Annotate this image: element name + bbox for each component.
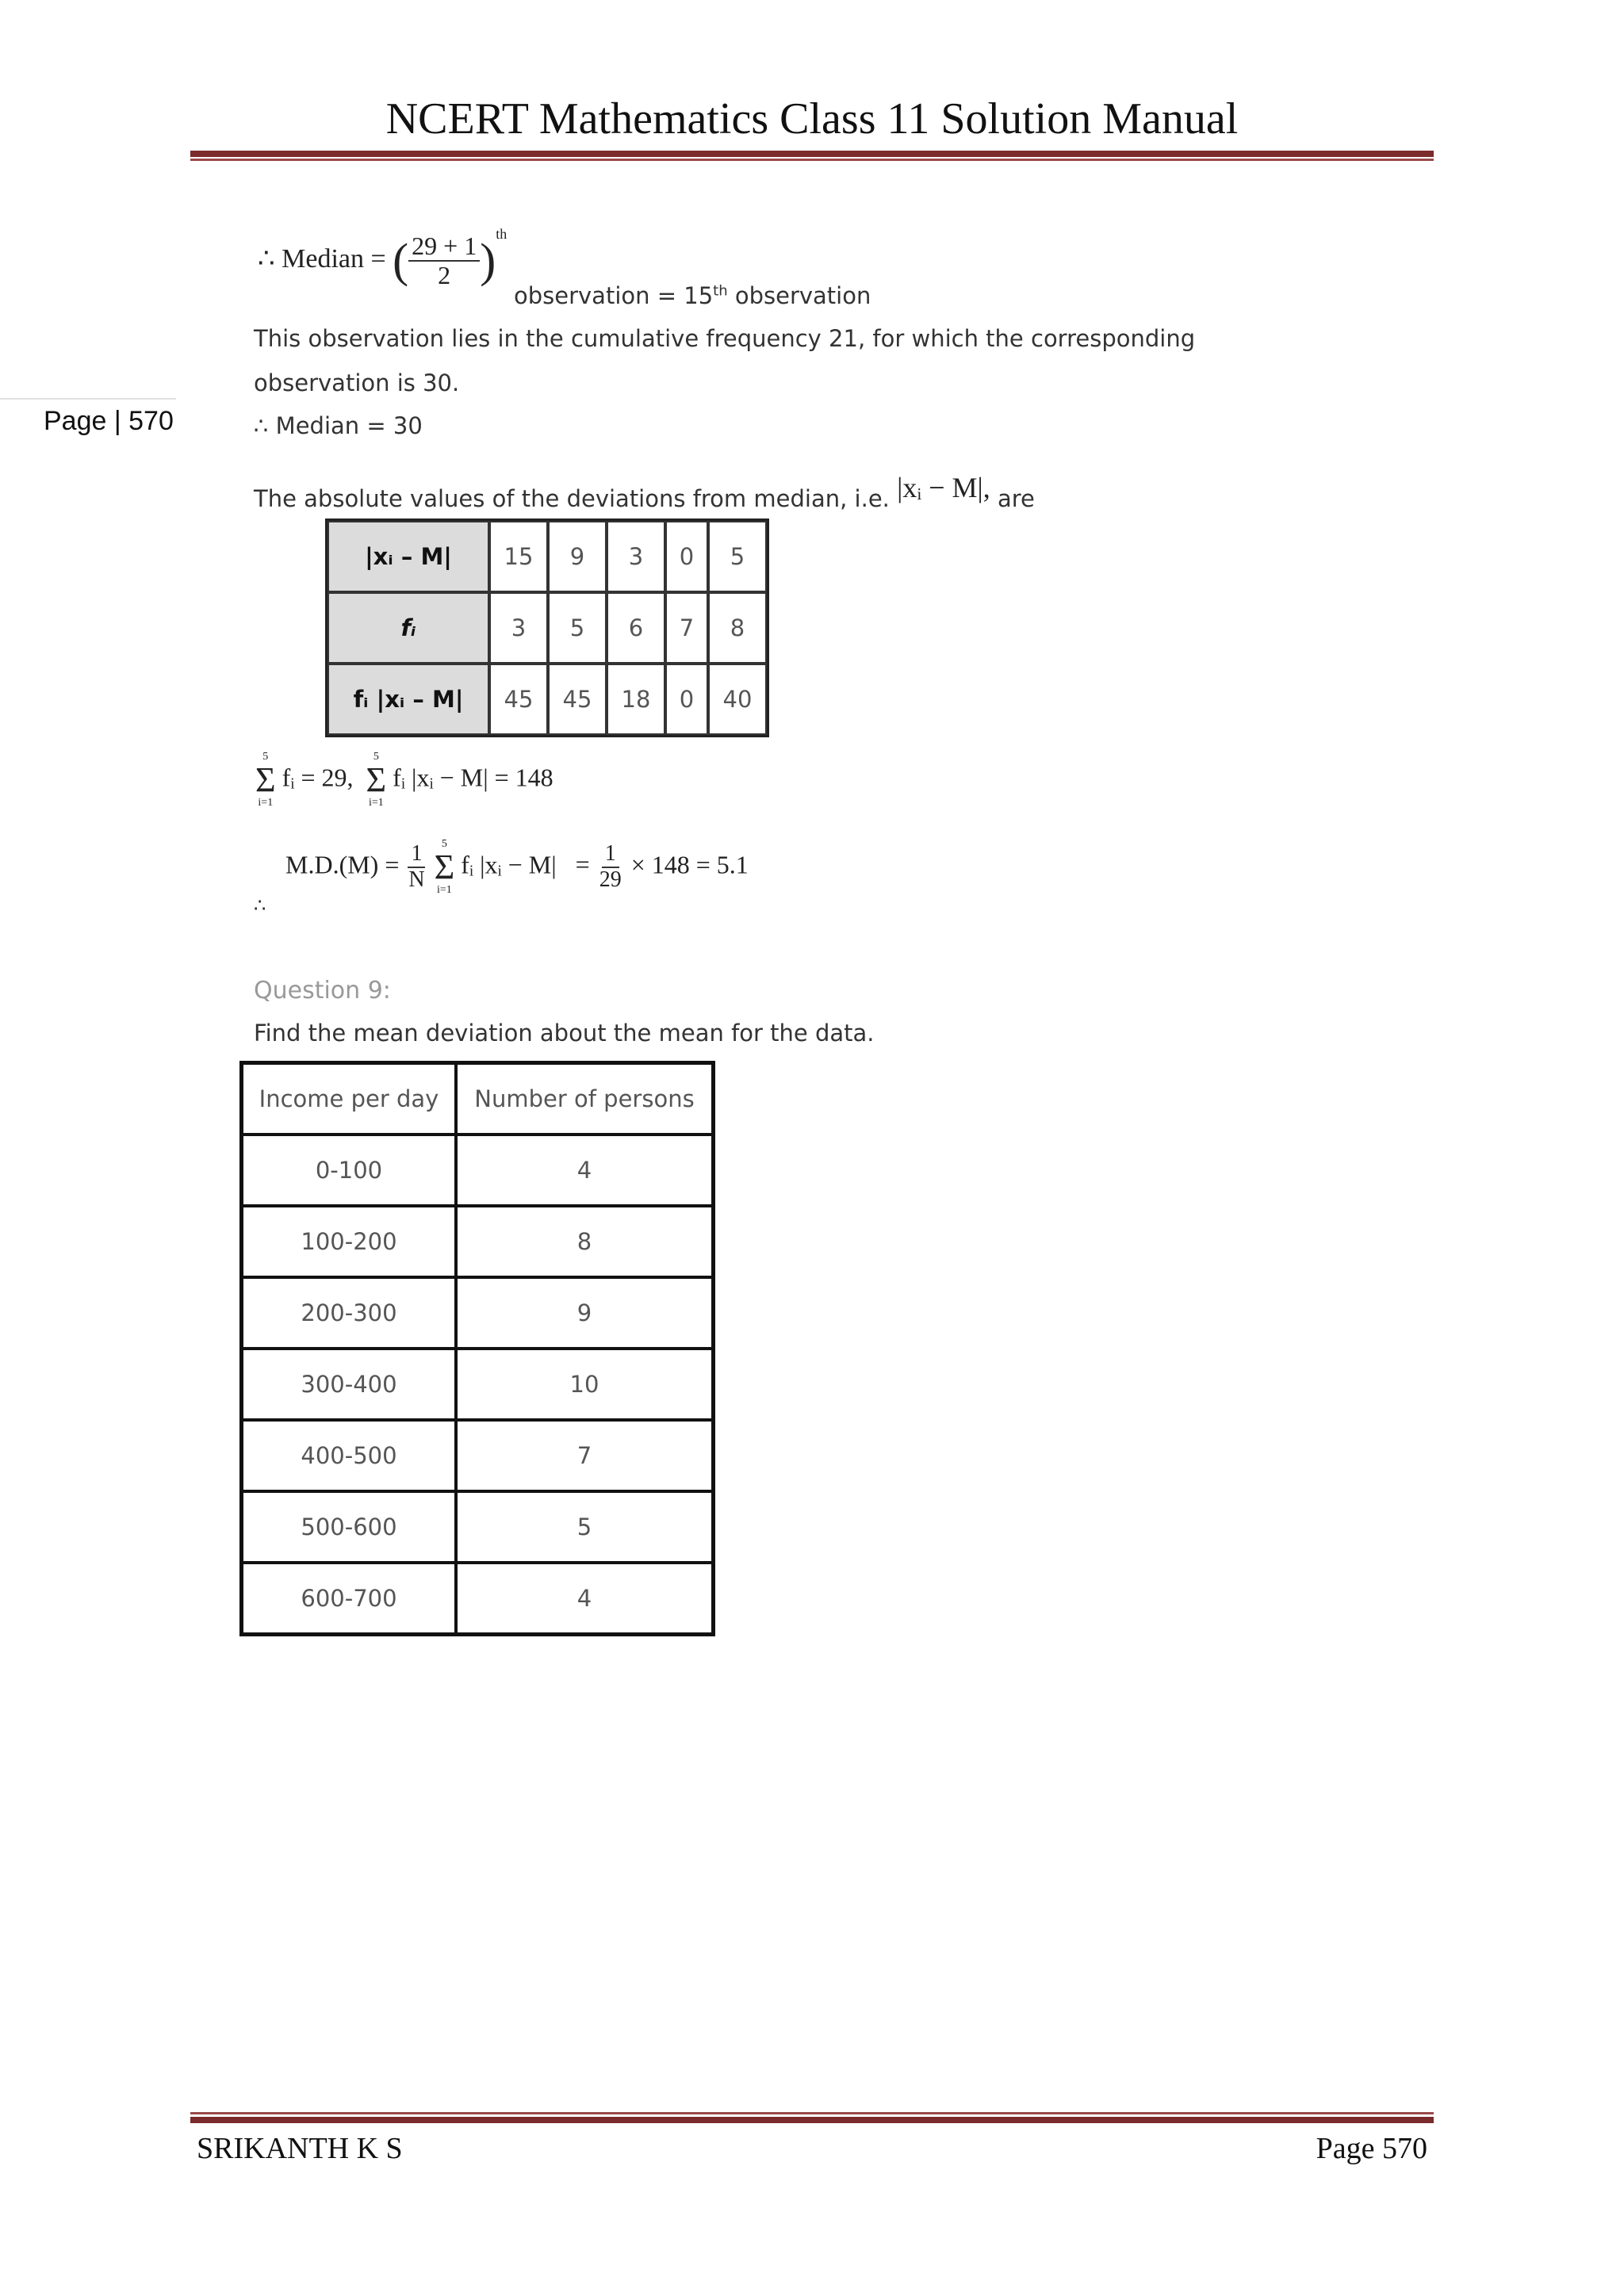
table-cell: 40 <box>708 664 767 735</box>
table-cell: 4 <box>456 1135 713 1206</box>
table-cell: 3 <box>489 592 548 664</box>
observation-text: observation = 15th observation <box>514 282 871 309</box>
header-rule-thin <box>190 159 1434 161</box>
table-cell: 3 <box>607 521 665 592</box>
median-superscript: th <box>496 226 508 242</box>
table-cell: 15 <box>489 521 548 592</box>
table-cell: 6 <box>607 592 665 664</box>
md-formula: M.D.(M) = $\frac{1}{N}$ 5 Σ i=1 fᵢ |xᵢ − M| = $\frac{1}{29}$ × 148 = 5.1 <box>285 838 749 896</box>
deviation-table <box>325 519 769 737</box>
table-cell: 5 <box>456 1491 713 1563</box>
explanation-line-2: observation is 30. <box>254 369 460 396</box>
table-cell: 45 <box>489 664 548 735</box>
table-cell: 200-300 <box>242 1277 456 1349</box>
income-table <box>239 1061 715 1636</box>
explanation-line-1: This observation lies in the cumulative frequency 21, for which the corresponding <box>254 325 1196 352</box>
table-cell: 9 <box>456 1277 713 1349</box>
table-cell: 300-400 <box>242 1349 456 1420</box>
row-label: fᵢ <box>327 592 489 664</box>
question-title: Question 9: <box>254 977 391 1004</box>
table-cell: 9 <box>548 521 607 592</box>
table-cell: 7 <box>456 1420 713 1491</box>
table-cell: 0 <box>665 664 708 735</box>
table-row <box>327 664 767 735</box>
page-header-title: NCERT Mathematics Class 11 Solution Manual <box>385 94 1239 144</box>
table-row <box>327 521 767 592</box>
table-row <box>242 1491 713 1563</box>
table-cell: 0 <box>665 521 708 592</box>
table-row <box>242 1277 713 1349</box>
margin-divider <box>0 398 176 400</box>
footer-page-number: Page 570 <box>1316 2132 1427 2165</box>
median-prefix: ∴ Median = <box>258 244 386 274</box>
table-cell: 400-500 <box>242 1420 456 1491</box>
footer-author: SRIKANTH K S <box>197 2132 403 2165</box>
median-formula: ∴ Median = ( $\frac{29 + 1}{2}$ )$^{th}$ <box>258 226 508 290</box>
median-numerator: 29 + 1 <box>408 232 480 262</box>
table-cell: 8 <box>456 1206 713 1277</box>
table-cell: 500-600 <box>242 1491 456 1563</box>
table-header-row <box>242 1063 713 1135</box>
abs-deviation-intro: The absolute values of the deviations from median, i.e. |xᵢ − M|, are <box>254 472 1035 512</box>
sum-frequency: fᵢ = 29, <box>282 763 354 792</box>
table-cell: 600-700 <box>242 1563 456 1634</box>
table-row <box>242 1420 713 1491</box>
table-cell: 5 <box>548 592 607 664</box>
footer-rule <box>190 2117 1434 2123</box>
header-rule <box>190 151 1434 157</box>
table-row <box>242 1349 713 1420</box>
table-cell: 4 <box>456 1563 713 1634</box>
table-cell: 18 <box>607 664 665 735</box>
sum-weighted-deviation: fᵢ |xᵢ − M| = 148 <box>393 763 553 792</box>
margin-page-label: Page | 570 <box>44 406 174 436</box>
footer-rule-thin <box>190 2112 1434 2114</box>
table-cell: 5 <box>708 521 767 592</box>
table-cell: 10 <box>456 1349 713 1420</box>
question-text: Find the mean deviation about the mean for the data. <box>254 1020 875 1047</box>
table-cell: 0-100 <box>242 1135 456 1206</box>
row-label: fᵢ |xᵢ – M| <box>327 664 489 735</box>
column-header: Number of persons <box>456 1063 713 1135</box>
table-cell: 7 <box>665 592 708 664</box>
median-denominator: 2 <box>438 261 451 290</box>
table-row <box>242 1135 713 1206</box>
column-header: Income per day <box>242 1063 456 1135</box>
table-row <box>242 1206 713 1277</box>
table-cell: 45 <box>548 664 607 735</box>
sums-formula: 5 Σ i=1 fᵢ = 29, 5 Σ i=1 fᵢ |xᵢ − M| = 148 <box>255 751 553 809</box>
median-result: ∴ Median = 30 <box>254 412 423 439</box>
table-cell: 8 <box>708 592 767 664</box>
therefore-symbol: ∴ <box>254 896 266 916</box>
table-row <box>327 592 767 664</box>
row-label: |xᵢ – M| <box>327 521 489 592</box>
table-cell: 100-200 <box>242 1206 456 1277</box>
table-row <box>242 1563 713 1634</box>
